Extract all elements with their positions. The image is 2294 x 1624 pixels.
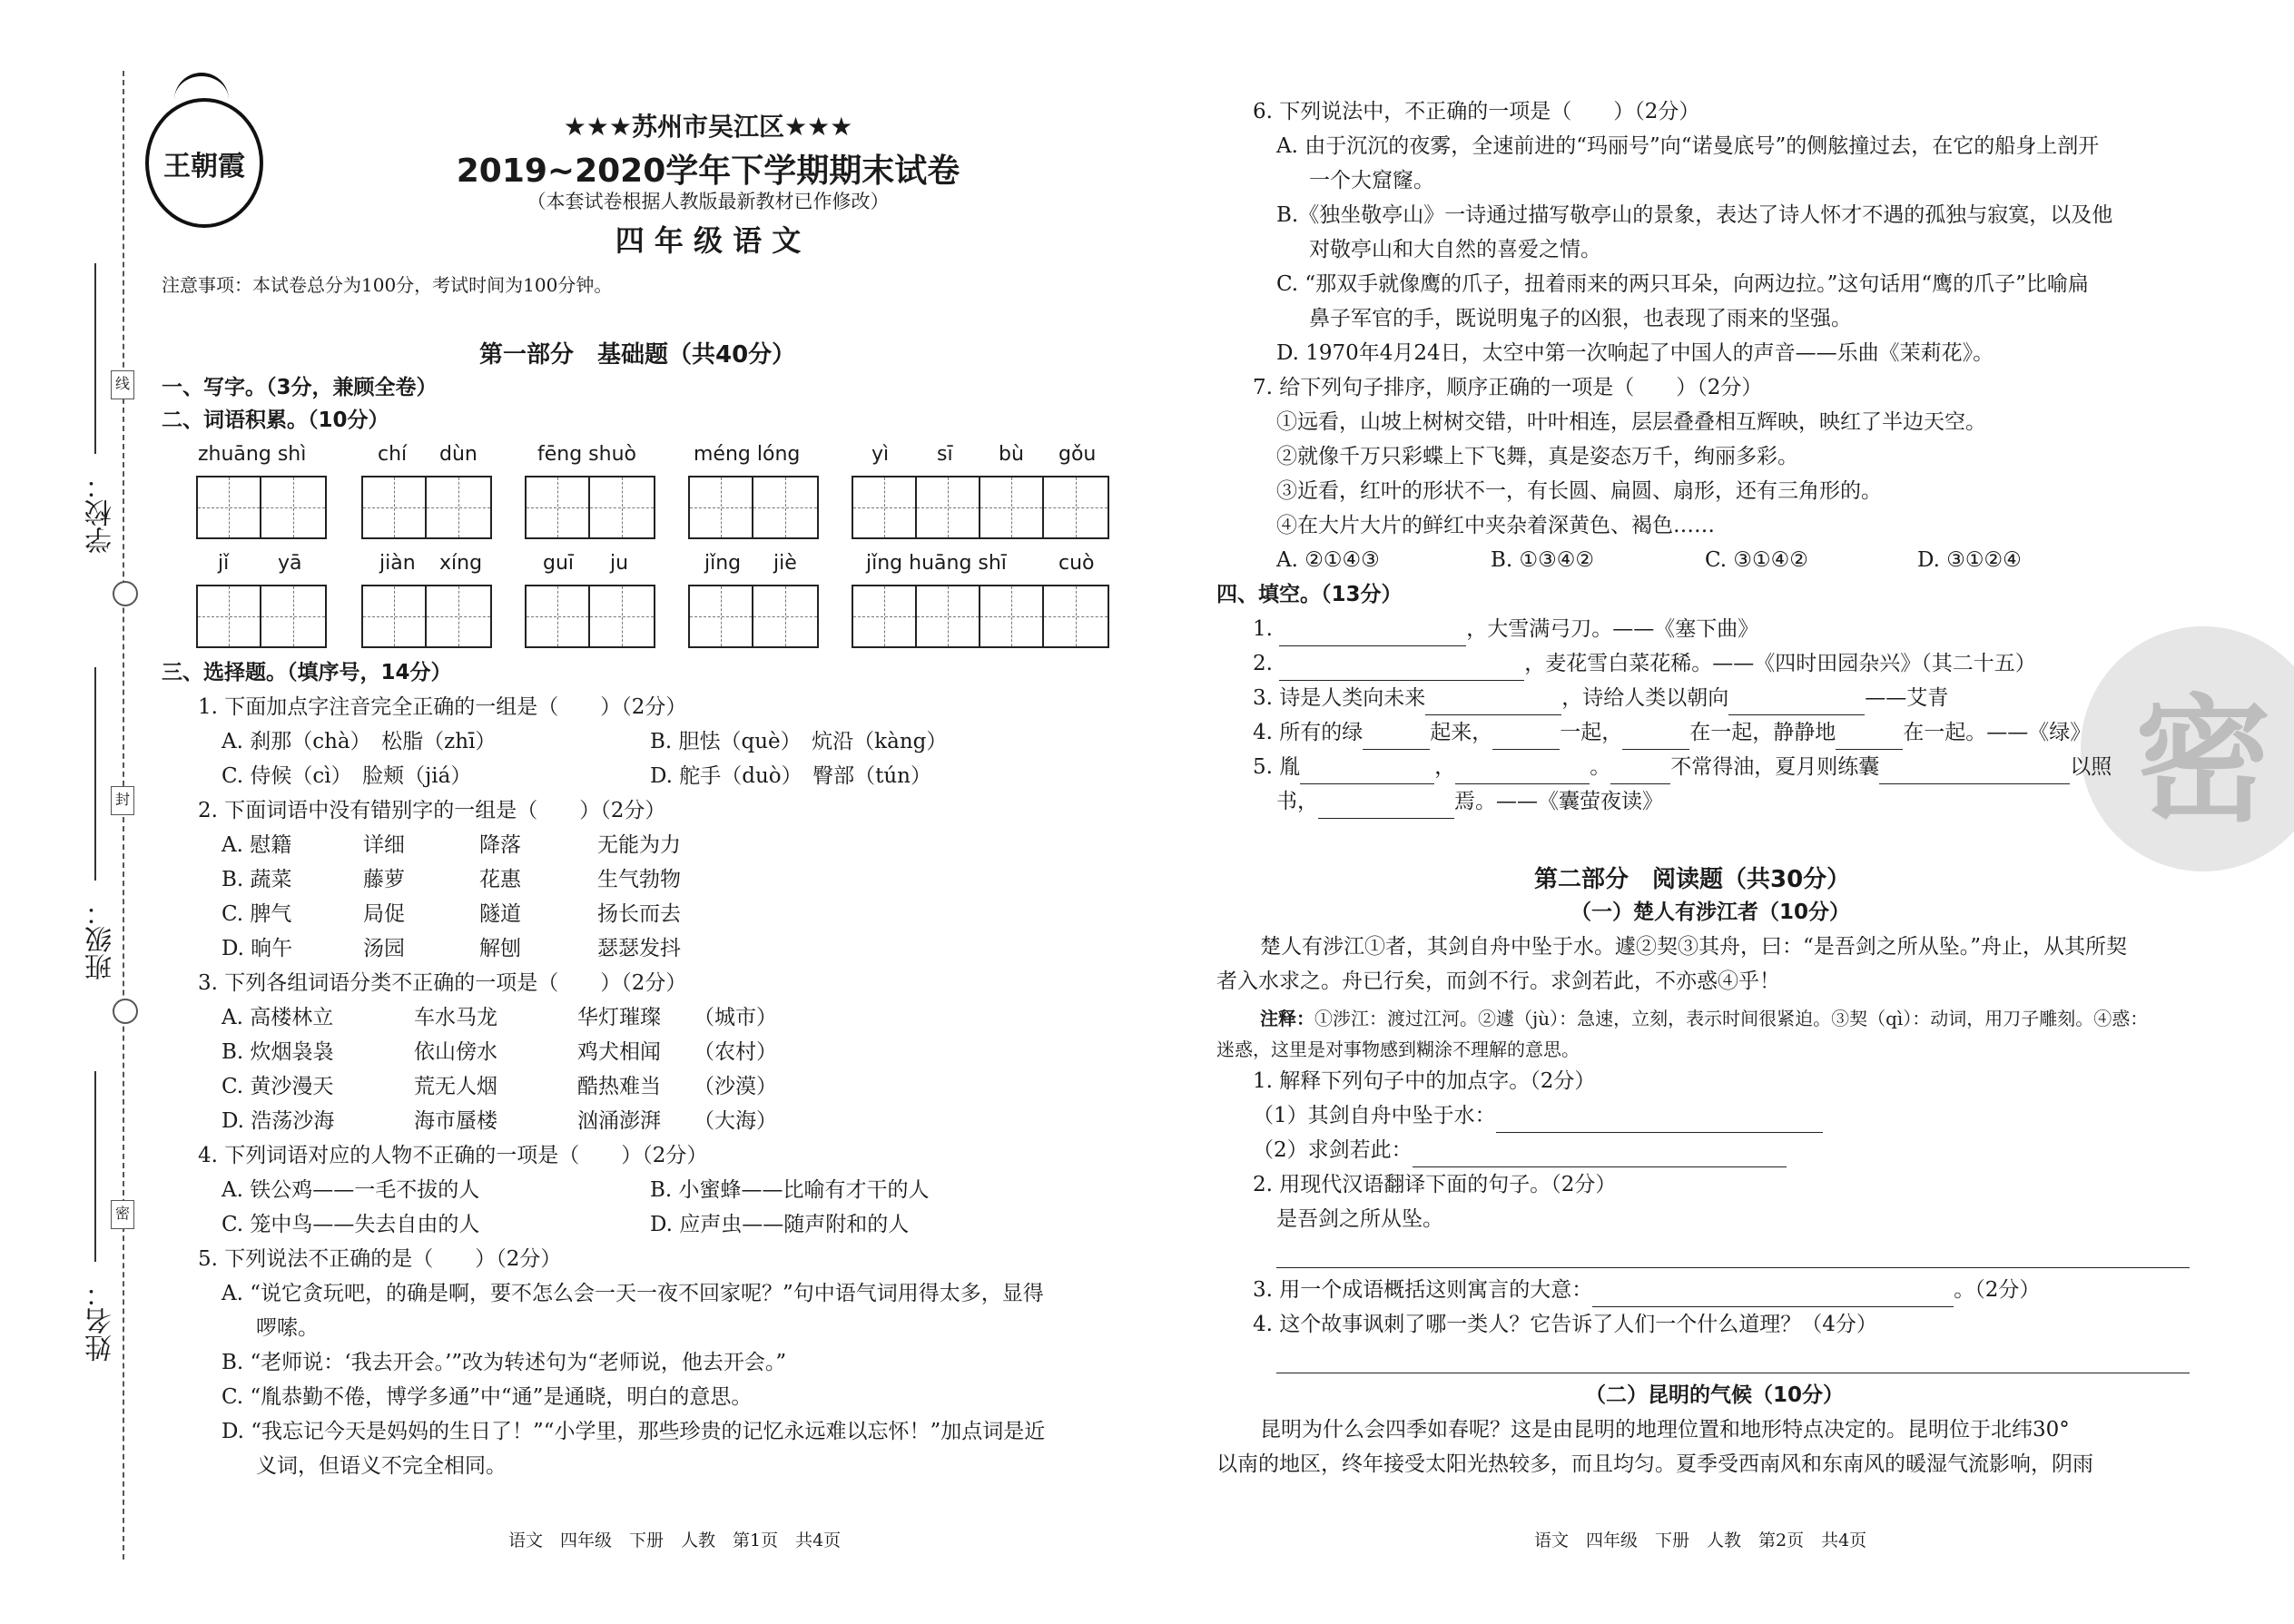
answer-blank[interactable] [1413, 1139, 1787, 1167]
q5-option-d-cont: 义词，但语义不完全相同。 [256, 1454, 507, 1478]
section-fill: 四、填空。（13分） [1216, 583, 1403, 606]
q6-option-d: D. 1970年4月24日，太空中第一次响起了中国人的声音——乐曲《茉莉花》。 [1276, 341, 1994, 365]
fill-blank[interactable] [1300, 756, 1434, 784]
q4-option-c: C. 笼中鸟——失去自由的人 [222, 1213, 480, 1236]
q2-cell: D. 晌午 [222, 937, 293, 960]
q2-cell: 局促 [363, 902, 405, 926]
q3-cell: 依山傍水 [414, 1040, 497, 1064]
fill-blank[interactable] [1728, 687, 1865, 715]
fill-text: 一起， [1560, 721, 1623, 744]
tian-grid[interactable] [852, 585, 1109, 648]
fill-text: 。 [1590, 755, 1611, 779]
pinyin-label: zhuāng shì [198, 443, 307, 466]
q5-option-d: D. “我忘记今天是妈妈的生日了！”“小学里，那些珍贵的记忆永远难以忘怀！”加点词是近 [222, 1420, 1046, 1443]
q5-option-c: C. “胤恭勤不倦，博学多通”中“通”是通晓，明白的意思。 [222, 1385, 753, 1409]
reading-1-q3 [1253, 1273, 2040, 1307]
fill-2 [1253, 646, 2036, 681]
q2-cell: 隧道 [479, 902, 521, 926]
question-5: 5. 下列说法不正确的是（ ）（2分） [198, 1247, 562, 1271]
answer-line[interactable] [1276, 1267, 2190, 1268]
fill-text: 5. 胤 [1253, 755, 1301, 779]
reading-1-title: （一）楚人有涉江者（10分） [1570, 901, 1851, 924]
q5-option-a: A. “说它贪玩吧，的确是啊，要不怎么会一天一夜不回家呢？”句中语气词用得太多，显得 [222, 1282, 1044, 1305]
fill-text: ，诗给人类以朝向 [1561, 686, 1729, 710]
section-choice: 三、选择题。（填序号，14分） [162, 661, 452, 684]
q3-cell: （城市） [694, 1006, 777, 1029]
name-field[interactable] [94, 1071, 96, 1262]
fill-blank[interactable] [1425, 687, 1561, 715]
fill-blank[interactable] [1363, 722, 1430, 750]
tian-grid[interactable] [196, 585, 327, 648]
tian-grid[interactable] [688, 585, 819, 648]
pinyin-label: dùn [439, 443, 478, 466]
pinyin-label: jiàn [379, 552, 416, 575]
q6-option-c: C. “那双手就像鹰的爪子，扭着雨来的两只耳朵，向两边拉。”这句话用“鹰的爪子”比喻扁 [1276, 272, 2089, 296]
pinyin-label: méng lóng [694, 443, 801, 466]
tian-grid[interactable] [525, 585, 655, 648]
q7-option: D. ③①②④ [1917, 548, 2022, 572]
q1-option-a: A. 刹那（chà） 松脂（zhī） [222, 730, 497, 753]
tian-grid[interactable] [852, 476, 1109, 539]
q3-cell: （大海） [694, 1109, 777, 1133]
note-text: ①涉江：渡过江河。②遽（jù）：急速，立刻，表示时间很紧迫。③契（qì）：动词，用刀子雕刻。④惑： [1314, 1008, 2149, 1029]
brand-logo: 王朝霞 [145, 98, 263, 228]
fill-blank[interactable] [1279, 653, 1524, 681]
q5-option-a-cont: 啰嗦。 [256, 1316, 319, 1340]
pinyin-label: bù [999, 443, 1024, 466]
exam-subtitle: （本套试卷根据人教版最新教材已作修改） [527, 191, 890, 212]
seal-char-secret: 密 [111, 1200, 134, 1229]
q6-option-a: A. 由于沉沉的夜雾，全速前进的“玛丽号”向“诺曼底号”的侧舷撞过去，在它的船身上剖开 [1276, 134, 2100, 158]
fill-text: ，麦花雪白菜花稀。——《四时田园杂兴》（其二十五） [1524, 652, 2036, 675]
q4-option-a: A. 铁公鸡——一毛不拔的人 [222, 1178, 480, 1202]
pinyin-label: xíng [439, 552, 483, 575]
q2-cell: 汤园 [363, 937, 405, 960]
pinyin-label: chí [378, 443, 408, 466]
q2-cell: 生气勃物 [597, 868, 681, 891]
reading-1-q1a [1253, 1098, 1823, 1133]
q2-cell: 花惠 [479, 868, 521, 891]
fill-text: 不常得油，夏月则练囊 [1670, 755, 1880, 779]
reading-2-title: （二）昆明的气候（10分） [1585, 1383, 1845, 1407]
pinyin-label: yā [278, 552, 302, 575]
fill-blank[interactable] [1836, 722, 1903, 750]
q5-option-b: B. “老师说：‘我去开会。’”改为转述句为“老师说，他去开会。” [222, 1351, 787, 1374]
section-writing: 一、写字。（3分，兼顾全卷） [162, 376, 438, 399]
reading-1-text: 楚人有涉江①者，其剑自舟中坠于水。遽②契③其舟，曰：“是吾剑之所从坠。”舟止，从其所契 [1260, 935, 2128, 959]
question-6: 6. 下列说法中，不正确的一项是（ ）（2分） [1253, 100, 1700, 123]
fill-number: 1. [1253, 617, 1273, 641]
reading-1-q1b [1253, 1133, 1787, 1167]
q2-cell: A. 慰籍 [222, 833, 292, 857]
pinyin-label: jǐng huāng shī [866, 552, 1007, 575]
exam-notice: 注意事项：本试卷总分为100分，考试时间为100分钟。 [162, 274, 613, 296]
fill-4 [1253, 715, 2091, 750]
part1-title: 第一部分 基础题（共40分） [479, 341, 796, 369]
fill-text: 起来， [1430, 721, 1493, 744]
fill-blank[interactable] [1318, 791, 1454, 819]
q3-cell: 华灯璀璨 [577, 1006, 661, 1029]
q3-cell: （沙漠） [694, 1075, 777, 1098]
q7-sentence: ④在大片大片的鲜红中夹杂着深黄色、褐色…… [1276, 514, 1715, 537]
q3-cell: B. 炊烟袅袅 [222, 1040, 334, 1064]
fill-blank[interactable] [1610, 756, 1670, 784]
fill-text: 4. 所有的绿 [1253, 721, 1364, 744]
q6-option-b: B.《独坐敬亭山》一诗通过描写敬亭山的景象，表达了诗人怀才不遇的孤独与寂寞，以及他 [1276, 203, 2113, 227]
reading-1-note [1260, 1004, 2148, 1030]
tian-grid[interactable] [361, 476, 492, 539]
school-label: 学校： [85, 472, 117, 554]
q2-cell: C. 脾气 [222, 902, 292, 926]
fill-blank[interactable] [1879, 756, 2070, 784]
q2-cell: B. 蔬菜 [222, 868, 292, 891]
tian-grid[interactable] [361, 585, 492, 648]
fill-text: 在一起，静静地 [1689, 721, 1836, 744]
reading-1-text-cont: 者入水求之。舟已行矣，而剑不行。求剑若此，不亦惑④乎！ [1216, 969, 1780, 993]
grade-subject: 四 年 级 语 文 [615, 223, 802, 258]
fill-3 [1253, 681, 1948, 715]
q3-cell: 酷热难当 [577, 1075, 661, 1098]
fill-text: 3. 诗是人类向未来 [1253, 686, 1426, 710]
q7-sentence: ②就像千万只彩蝶上下飞舞，真是姿态万千，绚丽多彩。 [1276, 445, 1798, 468]
q7-option: C. ③①④② [1705, 548, 1808, 572]
page-footer-left: 语文 四年级 下册 人教 第1页 共4页 [508, 1530, 842, 1550]
q3-cell: D. 浩荡沙海 [222, 1109, 335, 1133]
q4-option-b: B. 小蜜蜂——比喻有才干的人 [650, 1178, 930, 1202]
pinyin-label: yì [871, 443, 890, 466]
q1-option-d: D. 舵手（duò） 臀部（tún） [650, 764, 931, 788]
section-vocab: 二、词语积累。（10分） [162, 408, 389, 432]
question-4: 4. 下列词语对应的人物不正确的一项是（ ）（2分） [198, 1144, 708, 1167]
page-footer-right: 语文 四年级 下册 人教 第2页 共4页 [1534, 1530, 1867, 1550]
q3-cell: C. 黄沙漫天 [222, 1075, 334, 1098]
q6-option-b-cont: 对敬亭山和大自然的喜爱之情。 [1309, 238, 1601, 261]
gear-ornament-icon [113, 999, 138, 1024]
pinyin-label: jiè [773, 552, 797, 575]
q2-cell: 无能为力 [597, 833, 681, 857]
reading-1-q2: 2. 用现代汉语翻译下面的句子。（2分） [1253, 1173, 1617, 1196]
q-text: （2）求剑若此： [1253, 1138, 1413, 1162]
fill-text: ，大雪满弓刀。——《塞下曲》 [1466, 617, 1759, 641]
question-3: 3. 下列各组词语分类不正确的一项是（ ）（2分） [198, 971, 687, 995]
pinyin-label: cuò [1058, 552, 1095, 575]
q2-cell: 藤萝 [363, 868, 405, 891]
q6-option-a-cont: 一个大窟窿。 [1309, 169, 1434, 192]
q3-cell: 汹涌澎湃 [577, 1109, 661, 1133]
q1-option-b: B. 胆怯（què） 炕沿（kàng） [650, 730, 948, 753]
pinyin-label: sī [937, 443, 953, 466]
pinyin-label: jǐng [704, 552, 742, 575]
pinyin-label: fēng shuò [537, 443, 636, 466]
q6-option-c-cont: 鼻子军官的手，既说明鬼子的凶狠，也表现了雨来的坚强。 [1309, 307, 1852, 330]
q-text: 。（2分） [1954, 1278, 2041, 1302]
fill-blank[interactable] [1622, 722, 1689, 750]
school-field[interactable] [94, 263, 96, 454]
q7-sentence: ③近看，红叶的形状不一，有长圆、扁圆、扇形，还有三角形的。 [1276, 479, 1882, 503]
q1-option-c: C. 侍候（cì） 脸颊（jiá） [222, 764, 472, 788]
pinyin-label: ju [610, 552, 629, 575]
fill-5 [1253, 750, 2112, 784]
q7-option: B. ①③④② [1491, 548, 1595, 572]
tian-grid[interactable] [196, 476, 327, 539]
fill-text: 焉。——《囊萤夜读》 [1454, 790, 1663, 813]
seal-char-seal: 封 [111, 786, 134, 815]
q7-sentence: ①远看，山坡上树树交错，叶叶相连，层层叠叠相互辉映，映红了半边天空。 [1276, 410, 1986, 434]
tian-grid[interactable] [525, 476, 655, 539]
gear-ornament-icon [113, 581, 138, 606]
q3-cell: （农村） [694, 1040, 777, 1064]
reading-2-text: 昆明为什么会四季如春呢？这是由昆明的地理位置和地形特点决定的。昆明位于北纬30° [1260, 1418, 2070, 1442]
q2-cell: 扬长而去 [597, 902, 681, 926]
q2-cell: 瑟瑟发抖 [597, 937, 681, 960]
question-1: 1. 下面加点字注音完全正确的一组是（ ）（2分） [198, 695, 687, 719]
reading-1-q4: 4. 这个故事讽刺了哪一类人？它告诉了人们一个什么道理？（4分） [1253, 1313, 1877, 1336]
fill-blank[interactable] [1492, 722, 1560, 750]
fill-blank[interactable] [1279, 618, 1466, 646]
fill-text: 书， [1276, 790, 1318, 813]
class-label: 班级： [85, 899, 117, 980]
q2-cell: 降落 [479, 833, 521, 857]
tian-grid[interactable] [688, 476, 819, 539]
fill-blank[interactable] [1455, 756, 1590, 784]
q3-cell: 鸡犬相闻 [577, 1040, 661, 1064]
name-label: 姓名： [85, 1280, 117, 1362]
reading-1-q1: 1. 解释下列句子中的加点字。（2分） [1253, 1069, 1596, 1093]
q2-cell: 解刨 [479, 937, 521, 960]
fill-text: 以照 [2070, 755, 2112, 779]
reading-1-q2-sentence: 是吾剑之所从坠。 [1276, 1207, 1443, 1231]
q7-option: A. ②①④③ [1276, 548, 1380, 572]
q3-cell: 车水马龙 [414, 1006, 497, 1029]
pinyin-label: gǒu [1058, 443, 1097, 466]
fill-text: 在一起。——《绿》 [1903, 721, 2092, 744]
secret-stamp-watermark: 密 [2081, 626, 2294, 871]
q3-cell: 荒无人烟 [414, 1075, 497, 1098]
class-field[interactable] [94, 667, 96, 881]
note-label: 注释： [1260, 1008, 1314, 1029]
region-title: ★★★苏州市吴江区★★★ [563, 112, 853, 142]
fill-number: 2. [1253, 652, 1273, 675]
reading-2-text-cont: 以南的地区，终年接受太阳光热较多，而且均匀。夏季受西南风和东南风的暖湿气流影响，阴雨 [1216, 1452, 2093, 1476]
part2-title: 第二部分 阅读题（共30分） [1534, 866, 1851, 893]
fill-5-cont [1276, 784, 1663, 819]
pinyin-label: guī [543, 552, 575, 575]
binding-dashed-line [123, 71, 124, 1560]
reading-1-note-cont: 迷惑，这里是对事物感到糊涂不理解的意思。 [1216, 1038, 1580, 1060]
question-2: 2. 下面词语中没有错别字的一组是（ ）（2分） [198, 799, 666, 822]
q-text: 3. 用一个成语概括这则寓言的大意： [1253, 1278, 1593, 1302]
exam-title: 2019~2020学年下学期期末试卷 [456, 153, 960, 190]
fill-text: ， [1434, 755, 1456, 779]
fill-text: ——艾青 [1865, 686, 1949, 710]
q3-cell: 海市蜃楼 [414, 1109, 497, 1133]
q2-cell: 详细 [363, 833, 405, 857]
fill-1 [1253, 612, 1758, 646]
q4-option-d: D. 应声虫——随声附和的人 [650, 1213, 910, 1236]
answer-blank[interactable] [1496, 1105, 1823, 1133]
question-7: 7. 给下列句子排序，顺序正确的一项是（ ）（2分） [1253, 376, 1763, 399]
seal-char-line: 线 [111, 370, 134, 399]
q3-cell: A. 高楼林立 [222, 1006, 334, 1029]
q-text: （1）其剑自舟中坠于水： [1253, 1104, 1496, 1127]
answer-blank[interactable] [1592, 1279, 1954, 1307]
pinyin-label: jǐ [218, 552, 230, 575]
